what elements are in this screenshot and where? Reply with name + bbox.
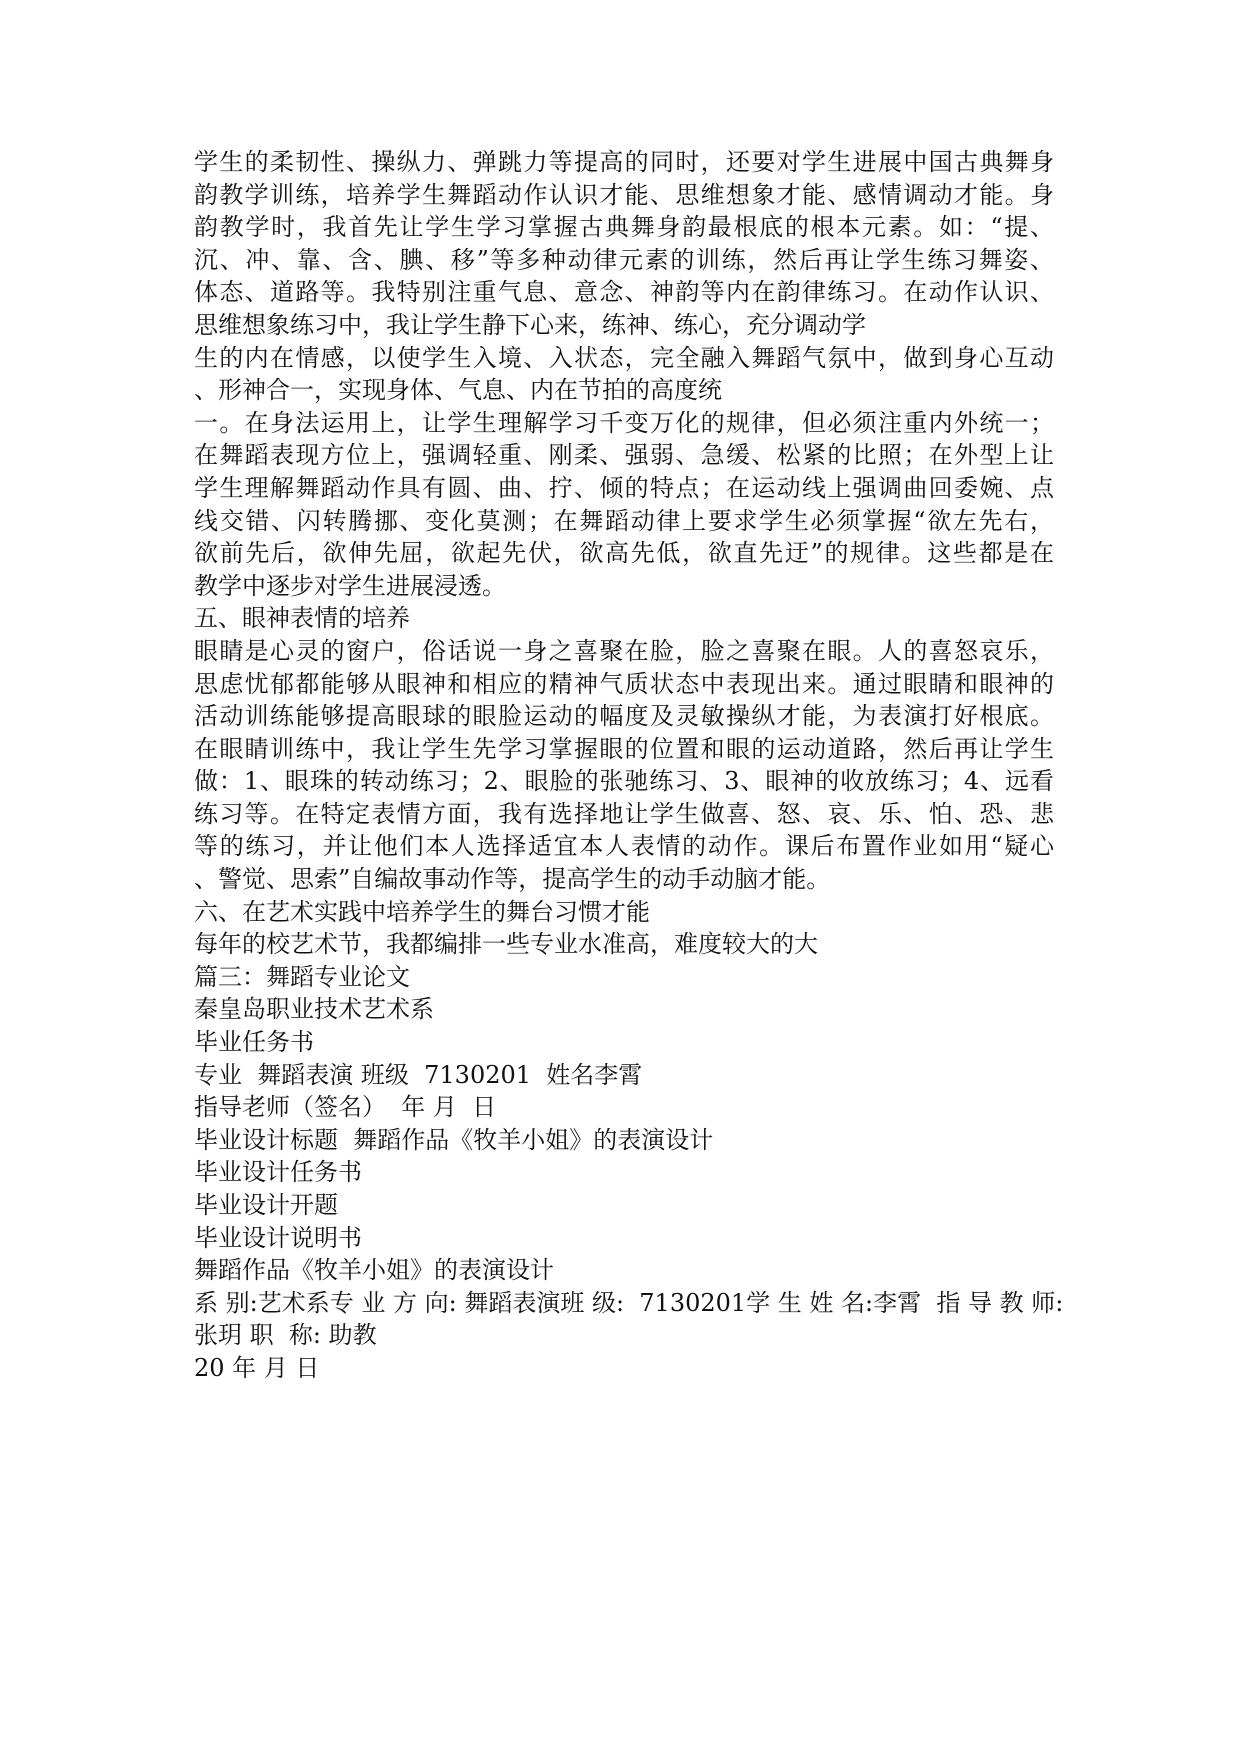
text-line: 毕业设计说明书	[194, 1223, 362, 1252]
text-line: 体态、道路等。我特别注重气息、意念、神韵等内在韵律练习。在动作认识、	[194, 278, 1054, 307]
section-heading: 五、眼神表情的培养	[194, 604, 410, 633]
text-line: 毕业设计任务书	[194, 1158, 362, 1187]
text-line: 教学中逐步对学生进展浸透。	[194, 571, 506, 600]
text-line: 韵教学训练，培养学生舞蹈动作认识才能、思维想象才能、感情调动才能。身	[194, 180, 1054, 209]
text-line: 思维想象练习中，我让学生静下心来，练神、练心，充分调动学	[194, 310, 866, 339]
section-heading: 六、在艺术实践中培养学生的舞台习惯才能	[194, 897, 650, 926]
text-line: 、形神合一，实现身体、气息、内在节拍的高度统	[194, 376, 722, 405]
text-line: 思虑忧郁都能够从眼神和相应的精神气质状态中表现出来。通过眼睛和眼神的	[194, 669, 1054, 698]
text-line: 在舞蹈表现方位上，强调轻重、刚柔、强弱、急缓、松紧的比照；在外型上让	[194, 441, 1054, 470]
text-line: 活动训练能够提高眼球的眼脸运动的幅度及灵敏操纵才能，为表演打好根底。	[194, 702, 1054, 731]
text-line: 学生理解舞蹈动作具有圆、曲、拧、倾的特点；在运动线上强调曲回委婉、点	[194, 473, 1054, 502]
text-line: 学生的柔韧性、操纵力、弹跳力等提高的同时，还要对学生进展中国古典舞身	[194, 148, 1054, 176]
text-line: 等的练习，并让他们本人选择适宜本人表情的动作。课后布置作业如用“疑心	[194, 832, 1054, 861]
thesis-title: 舞蹈作品《牧羊小姐》的表演设计	[194, 1256, 554, 1285]
date-line: 20 年 月 日	[194, 1353, 320, 1382]
student-info-line: 专业 舞蹈表演 班级 7130201 姓名李霄	[194, 1060, 643, 1089]
section-heading: 篇三：舞蹈专业论文	[194, 962, 410, 991]
advisor-details-line: 张玥 职 称: 助教	[194, 1321, 377, 1350]
document-body	[194, 146, 1064, 1385]
text-line: 做：1、眼珠的转动练习；2、眼脸的张驰练习、3、眼神的收放练习；4、远看	[194, 767, 1054, 796]
text-line: 练习等。在特定表情方面，我有选择地让学生做喜、怒、哀、乐、怕、恐、悲	[194, 799, 1054, 828]
text-line: 沉、冲、靠、含、腆、移”等多种动律元素的训练，然后再让学生练习舞姿、	[194, 245, 1054, 274]
text-line: 眼睛是心灵的窗户，俗话说一身之喜聚在脸，脸之喜聚在眼。人的喜怒哀乐，	[194, 636, 1054, 665]
institution-name: 秦皇岛职业技术艺术系	[194, 995, 434, 1024]
text-line: 欲前先后，欲伸先屈，欲起先伏，欲高先低，欲直先迂”的规律。这些都是在	[194, 539, 1054, 568]
text-line: 线交错、闪转腾挪、变化莫测；在舞蹈动律上要求学生必须掌握“欲左先右，	[194, 506, 1054, 535]
thesis-title-line: 毕业设计标题 舞蹈作品《牧羊小姐》的表演设计	[194, 1125, 714, 1154]
text-line: 在眼睛训练中，我让学生先学习掌握眼的位置和眼的运动道路，然后再让学生	[194, 734, 1054, 763]
supervisor-signature-line: 指导老师（签名） 年 月 日	[194, 1093, 497, 1122]
student-details-line: 系 别:艺术系专 业 方 向: 舞蹈表演班 级: 7130201学 生 姓 名:李霄 指 导 教 师:	[194, 1288, 1064, 1317]
text-line: 一。在身法运用上，让学生理解学习千变万化的规律，但必须注重内外统一；	[194, 408, 1054, 437]
text-line: 、警觉、思索”自编故事动作等，提高学生的动手动脑才能。	[194, 865, 831, 894]
text-line: 毕业设计开题	[194, 1191, 338, 1219]
text-line: 每年的校艺术节，我都编排一些专业水准高，难度较大的大	[194, 930, 818, 959]
text-line: 生的内在情感，以使学生入境、入状态，完全融入舞蹈气氛中，做到身心互动	[194, 343, 1054, 372]
document-subtitle: 毕业任务书	[194, 1028, 314, 1057]
text-line: 韵教学时，我首先让学生学习掌握古典舞身韵最根底的根本元素。如：“提、	[194, 213, 1054, 242]
